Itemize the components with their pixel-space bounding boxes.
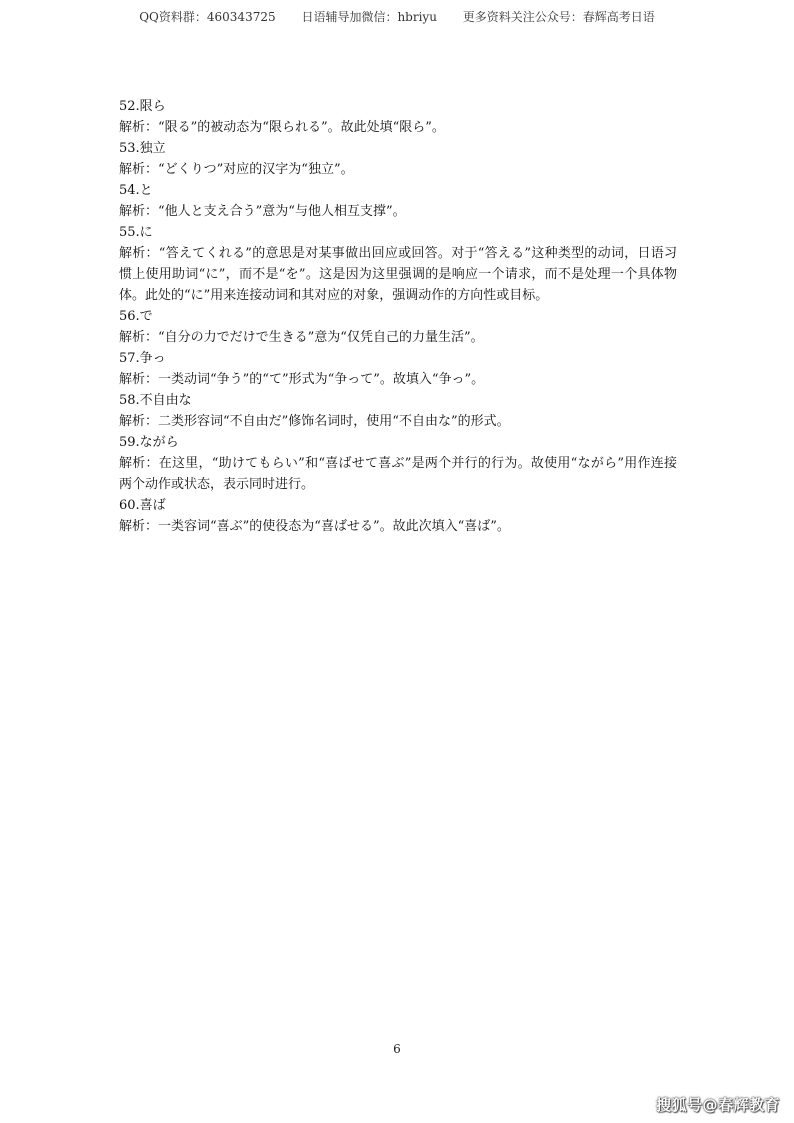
answer-explanation: 解析：“どくりつ”对应的汉字为“独立”。 <box>119 162 354 177</box>
answer-item-52 <box>119 96 677 138</box>
watermark: 搜狐号@春辉教育 <box>655 1096 780 1114</box>
answer-title: 52.限ら <box>119 99 166 114</box>
page-header <box>0 9 794 25</box>
answer-explanation: 解析：一类动词“争う”的“て”形式为“争って”。故填入“争っ”。 <box>119 372 485 387</box>
answer-item-55 <box>119 222 677 306</box>
answer-item-56 <box>119 306 677 348</box>
answer-explanations <box>119 96 677 537</box>
answer-title: 53.独立 <box>119 141 166 156</box>
answer-title: 54.と <box>119 183 153 198</box>
answer-title: 56.で <box>119 309 153 324</box>
header-official-account: 更多资料关注公众号：春辉高考日语 <box>462 10 655 24</box>
header-qq-group: QQ资料群：460343725 <box>139 10 276 24</box>
header-wechat: 日语辅导加微信：hbriyu <box>301 10 437 24</box>
answer-item-60 <box>119 495 677 537</box>
answer-explanation: 解析：在这里，“助けてもらい”和“喜ばせて喜ぶ”是两个并行的行为。故使用“ながら”用作连接两个动作或状态，表示同时进行。 <box>119 456 677 492</box>
answer-title: 58.不自由な <box>119 393 192 408</box>
answer-explanation: 解析：“自分の力でだけで生きる”意为“仅凭自己的力量生活”。 <box>119 330 484 345</box>
answer-explanation: 解析：“限る”的被动态为“限られる”。故此处填“限ら”。 <box>119 120 445 135</box>
answer-explanation: 解析：“他人と支え合う”意为“与他人相互支撑”。 <box>119 204 406 219</box>
page-number: 6 <box>393 1042 401 1056</box>
answer-explanation: 解析：二类形容词“不自由だ”修饰名词时，使用“不自由な”的形式。 <box>119 414 510 429</box>
answer-item-58 <box>119 390 677 432</box>
answer-item-57 <box>119 348 677 390</box>
answer-title: 59.ながら <box>119 435 179 450</box>
answer-title: 57.争っ <box>119 351 166 366</box>
answer-title: 55.に <box>119 225 153 240</box>
answer-item-59 <box>119 432 677 495</box>
answer-explanation: 解析：一类容词“喜ぶ”的使役态为“喜ばせる”。故此次填入“喜ば”。 <box>119 519 510 534</box>
answer-item-53 <box>119 138 677 180</box>
answer-item-54 <box>119 180 677 222</box>
answer-title: 60.喜ば <box>119 498 166 513</box>
answer-explanation: 解析：“答えてくれる”的意思是对某事做出回应或回答。对于“答える”这种类型的动词，日语习惯上使用助词“に”，而不是“を”。这是因为这里强调的是响应一个请求，而不是处理一个具体物体。此处的“に”用来连接动词和其对应的对象，强调动作的方向性或目标。 <box>119 246 677 303</box>
